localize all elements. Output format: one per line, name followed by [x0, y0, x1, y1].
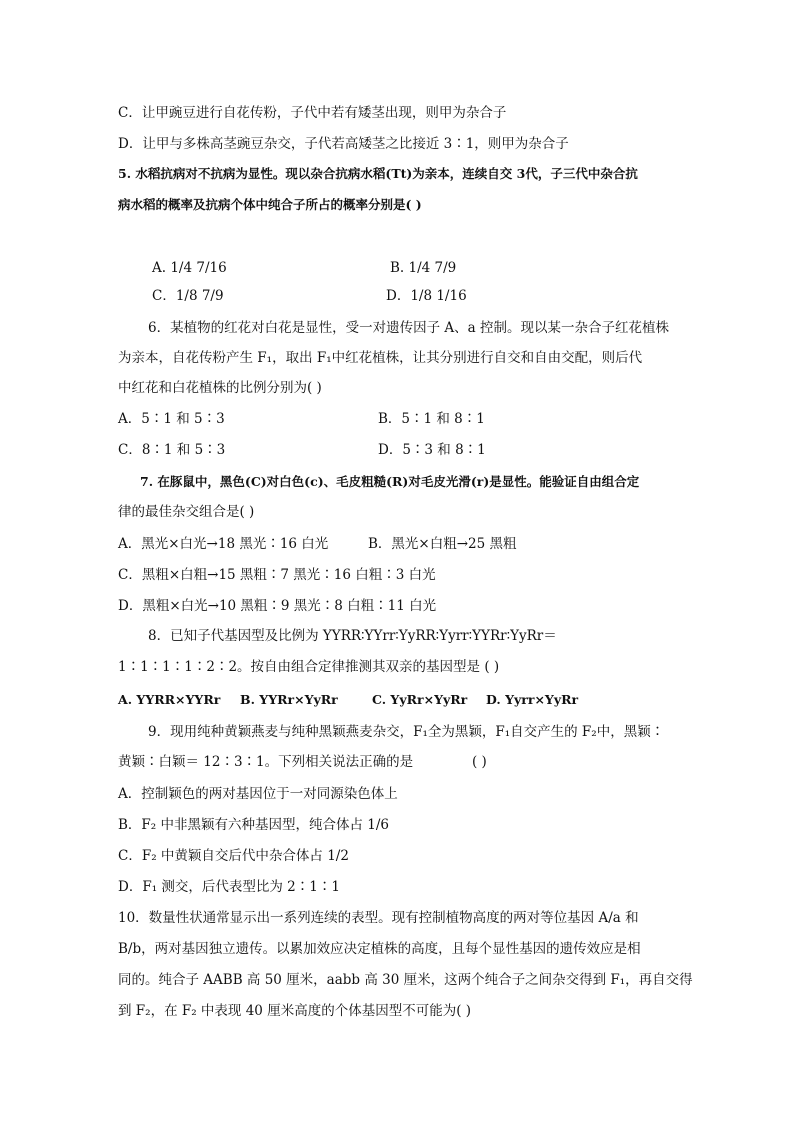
q9-option-b: B．F₂ 中非黑颖有六种基因型，纯合体占 1/6: [118, 817, 390, 833]
q5-option-c: C．1/8 7/9: [152, 288, 224, 304]
q8-option-c: C. YyRr×YyRr: [372, 692, 468, 707]
q6-stem-line3: 中红花和白花植株的比例分别为( ): [118, 380, 322, 396]
q7-stem-line1: 7. 在豚鼠中，黑色(C)对白色(c)、毛皮粗糙(R)对毛皮光滑(r)是显性。能验证自由组合定: [140, 474, 640, 489]
q7-stem-line2: 律的最佳杂交组合是( ): [118, 504, 255, 520]
q8-stem-line1: 8．已知子代基因型及比例为 YYRR∶YYrr∶YyRR∶Yyrr∶YYRr∶YyRr＝: [148, 628, 557, 644]
q6-option-b: B．5∶1 和 8∶1: [378, 411, 485, 427]
q9-answer-paren: ( ): [472, 754, 487, 770]
q10-stem-line1: 10．数量性状通常显示出一系列连续的表型。现有控制植物高度的两对等位基因 A/a 和: [118, 910, 639, 926]
q4-option-d: D．让甲与多株高茎豌豆杂交，子代若高矮茎之比接近 3∶1，则甲为杂合子: [118, 136, 569, 152]
q6-option-a: A．5∶1 和 5∶3: [118, 411, 225, 427]
q6-option-d: D．5∶3 和 8∶1: [378, 442, 486, 458]
q9-option-c: C．F₂ 中黄颖自交后代中杂合体占 1/2: [118, 848, 349, 864]
q10-stem-line2: B/b，两对基因独立遗传。以累加效应决定植株的高度，且每个显性基因的遗传效应是相: [118, 941, 641, 957]
q5-stem-line1: 5. 水稻抗病对不抗病为显性。现以杂合抗病水稻(Tt)为亲本，连续自交 3代，子三代中杂合抗: [118, 166, 638, 181]
q7-option-d: D．黑粗×白光→10 黑粗∶9 黑光∶8 白粗∶11 白光: [118, 598, 437, 614]
q5-option-b: B. 1/4 7/9: [390, 260, 457, 276]
q5-option-d: D．1/8 1/16: [386, 288, 467, 304]
q8-option-d: D. Yyrr×YyRr: [486, 692, 579, 707]
q10-stem-line3: 同的。纯合子 AABB 高 50 厘米，aabb 高 30 厘米，这两个纯合子之间杂交得到 F₁，再自交得: [118, 972, 693, 988]
q8-option-b: B. YYRr×YyRr: [240, 692, 338, 707]
q5-stem-line2: 病水稻的概率及抗病个体中纯合子所占的概率分别是( ): [118, 197, 422, 212]
q9-stem-line2: 黄颖∶白颖＝ 12∶3∶1。下列相关说法正确的是: [118, 754, 414, 770]
q4-option-c: C．让甲豌豆进行自花传粉，子代中若有矮茎出现，则甲为杂合子: [118, 105, 507, 121]
q7-option-c: C．黑粗×白粗→15 黑粗∶7 黑光∶16 白粗∶3 白光: [118, 567, 436, 583]
q7-option-b: B．黑光×白粗→25 黑粗: [368, 536, 517, 552]
q8-option-a: A. YYRR×YYRr: [118, 692, 221, 707]
q9-option-a: A．控制颖色的两对基因位于一对同源染色体上: [118, 786, 398, 802]
q7-option-a: A．黑光×白光→18 黑光∶16 白光: [118, 536, 329, 552]
q6-option-c: C．8∶1 和 5∶3: [118, 442, 226, 458]
q5-option-a: A. 1/4 7/16: [152, 260, 227, 276]
q9-option-d: D．F₁ 测交，后代表型比为 2∶1∶1: [118, 879, 340, 895]
q8-stem-line2: 1∶1∶1∶1∶2∶2。按自由组合定律推测其双亲的基因型是 ( ): [118, 659, 500, 675]
q6-stem-line1: 6．某植物的红花对白花是显性，受一对遗传因子 A、a 控制。现以某一杂合子红花植株: [148, 320, 669, 336]
q10-stem-line4: 到 F₂，在 F₂ 中表现 40 厘米高度的个体基因型不可能为( ): [118, 1003, 472, 1019]
q9-stem-line1: 9．现用纯种黄颖燕麦与纯种黑颖燕麦杂交，F₁全为黑颖，F₁自交产生的 F₂中，黑颖∶: [148, 724, 665, 740]
q6-stem-line2: 为亲本，自花传粉产生 F₁，取出 F₁中红花植株，让其分别进行自交和自由交配，则后代: [118, 350, 643, 366]
